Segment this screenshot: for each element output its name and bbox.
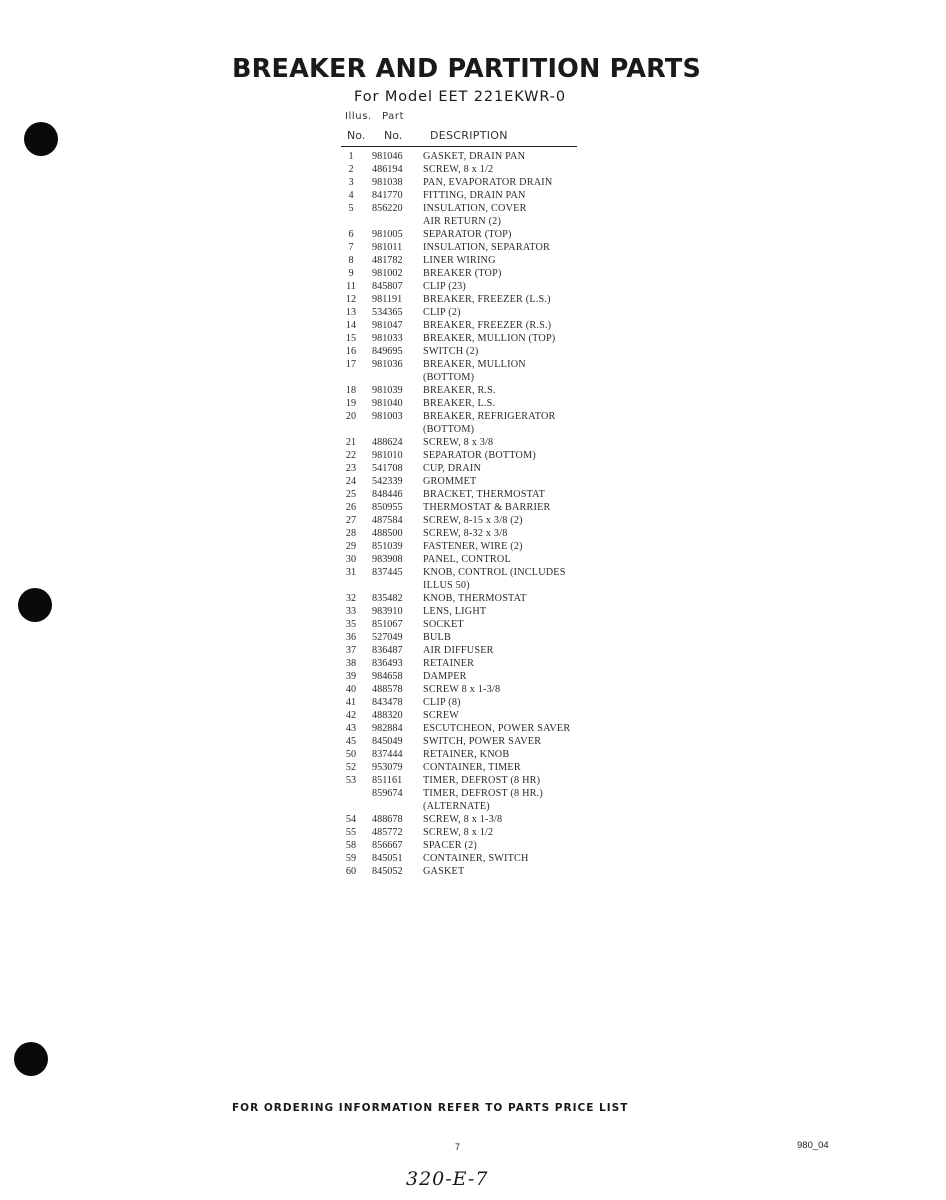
model-subtitle: For Model EET 221EKWR-0 bbox=[354, 89, 567, 105]
illus-number: 22 bbox=[345, 450, 357, 461]
table-row bbox=[341, 397, 641, 410]
header-illus-no: No. bbox=[347, 129, 366, 142]
binder-hole-bottom bbox=[14, 1042, 48, 1076]
part-number: 981002 bbox=[372, 268, 403, 279]
part-description: BREAKER, FREEZER (R.S.) bbox=[423, 320, 552, 331]
illus-number: 19 bbox=[345, 398, 357, 409]
table-row bbox=[341, 306, 641, 319]
table-row bbox=[341, 865, 641, 878]
illus-number: 31 bbox=[345, 567, 357, 578]
part-number: 851067 bbox=[372, 619, 403, 630]
part-number: 835482 bbox=[372, 593, 403, 604]
header-part: Part bbox=[382, 111, 405, 122]
table-row bbox=[341, 735, 641, 748]
part-description: BREAKER, FREEZER (L.S.) bbox=[423, 294, 551, 305]
table-row bbox=[341, 371, 641, 384]
header-illus: Illus. bbox=[345, 111, 372, 122]
part-description: SCREW bbox=[423, 710, 460, 721]
illus-number: 29 bbox=[345, 541, 357, 552]
illus-number: 50 bbox=[345, 749, 357, 760]
table-row bbox=[341, 839, 641, 852]
part-description: SWITCH (2) bbox=[423, 346, 479, 357]
part-number: 851039 bbox=[372, 541, 403, 552]
part-description: CONTAINER, SWITCH bbox=[423, 853, 529, 864]
part-description: AIR DIFFUSER bbox=[423, 645, 494, 656]
illus-number: 8 bbox=[348, 255, 354, 266]
part-number: 981191 bbox=[372, 294, 403, 305]
part-description: (ALTERNATE) bbox=[423, 801, 490, 812]
part-description: ILLUS 50) bbox=[423, 580, 470, 591]
illus-number: 25 bbox=[345, 489, 357, 500]
illus-number: 45 bbox=[345, 736, 357, 747]
part-description: CLIP (2) bbox=[423, 307, 461, 318]
table-row bbox=[341, 436, 641, 449]
illus-number: 21 bbox=[345, 437, 357, 448]
header-part-no: No. bbox=[384, 129, 403, 142]
part-description: SCREW, 8-32 x 3/8 bbox=[423, 528, 508, 539]
binder-hole-top bbox=[24, 122, 58, 156]
part-description: PANEL, CONTROL bbox=[423, 554, 511, 565]
part-description: LINER WIRING bbox=[423, 255, 496, 266]
part-description: BREAKER (TOP) bbox=[423, 268, 502, 279]
table-row bbox=[341, 553, 641, 566]
part-number: 836487 bbox=[372, 645, 403, 656]
part-number: 983908 bbox=[372, 554, 403, 565]
table-row bbox=[341, 579, 641, 592]
part-number: 843478 bbox=[372, 697, 403, 708]
table-row bbox=[341, 293, 641, 306]
part-description: SWITCH, POWER SAVER bbox=[423, 736, 542, 747]
table-row bbox=[341, 150, 641, 163]
table-row bbox=[341, 345, 641, 358]
table-row bbox=[341, 241, 641, 254]
illus-number: 16 bbox=[345, 346, 357, 357]
illus-number: 3 bbox=[348, 177, 354, 188]
illus-number: 58 bbox=[345, 840, 357, 851]
part-number: 845052 bbox=[372, 866, 403, 877]
table-row bbox=[341, 813, 641, 826]
part-number: 856220 bbox=[372, 203, 403, 214]
illus-number: 1 bbox=[348, 151, 354, 162]
table-row bbox=[341, 657, 641, 670]
part-number: 981039 bbox=[372, 385, 403, 396]
illus-number: 59 bbox=[345, 853, 357, 864]
part-description: PAN, EVAPORATOR DRAIN bbox=[423, 177, 553, 188]
table-row bbox=[341, 761, 641, 774]
table-row bbox=[341, 709, 641, 722]
part-number: 488578 bbox=[372, 684, 403, 695]
part-number: 849695 bbox=[372, 346, 403, 357]
table-row bbox=[341, 605, 641, 618]
table-row bbox=[341, 202, 641, 215]
part-number: 488624 bbox=[372, 437, 403, 448]
illus-number: 37 bbox=[345, 645, 357, 656]
illus-number: 35 bbox=[345, 619, 357, 630]
table-row bbox=[341, 163, 641, 176]
part-number: 542339 bbox=[372, 476, 403, 487]
page-title: BREAKER AND PARTITION PARTS bbox=[232, 54, 702, 84]
table-row bbox=[341, 787, 641, 800]
illus-number: 18 bbox=[345, 385, 357, 396]
table-row bbox=[341, 826, 641, 839]
table-row bbox=[341, 852, 641, 865]
illus-number: 13 bbox=[345, 307, 357, 318]
table-row bbox=[341, 683, 641, 696]
table-row bbox=[341, 423, 641, 436]
part-description: TIMER, DEFROST (8 HR) bbox=[423, 775, 541, 786]
table-row bbox=[341, 748, 641, 761]
part-description: SCREW, 8 x 1/2 bbox=[423, 164, 494, 175]
part-description: TIMER, DEFROST (8 HR.) bbox=[423, 788, 543, 799]
part-number: 837445 bbox=[372, 567, 403, 578]
binder-hole-middle bbox=[18, 588, 52, 622]
document-code: 980_04 bbox=[797, 1140, 829, 1151]
table-row bbox=[341, 618, 641, 631]
part-number: 488320 bbox=[372, 710, 403, 721]
table-row bbox=[341, 332, 641, 345]
part-description: THERMOSTAT & BARRIER bbox=[423, 502, 551, 513]
illus-number: 55 bbox=[345, 827, 357, 838]
part-description: ESCUTCHEON, POWER SAVER bbox=[423, 723, 571, 734]
part-number: 488500 bbox=[372, 528, 403, 539]
part-number: 981046 bbox=[372, 151, 403, 162]
part-description: BREAKER, L.S. bbox=[423, 398, 496, 409]
part-description: BREAKER, MULLION bbox=[423, 359, 526, 370]
part-number: 848446 bbox=[372, 489, 403, 500]
illus-number: 42 bbox=[345, 710, 357, 721]
table-row bbox=[341, 527, 641, 540]
part-number: 485772 bbox=[372, 827, 403, 838]
part-number: 981033 bbox=[372, 333, 403, 344]
part-number: 481782 bbox=[372, 255, 403, 266]
table-row bbox=[341, 592, 641, 605]
table-row bbox=[341, 644, 641, 657]
part-description: SPACER (2) bbox=[423, 840, 477, 851]
table-row bbox=[341, 189, 641, 202]
part-description: LENS, LIGHT bbox=[423, 606, 487, 617]
part-description: SCREW, 8 x 1-3/8 bbox=[423, 814, 503, 825]
illus-number: 32 bbox=[345, 593, 357, 604]
table-row bbox=[341, 384, 641, 397]
illus-number: 15 bbox=[345, 333, 357, 344]
illus-number: 26 bbox=[345, 502, 357, 513]
part-description: BREAKER, MULLION (TOP) bbox=[423, 333, 556, 344]
part-number: 850955 bbox=[372, 502, 403, 513]
illus-number: 7 bbox=[348, 242, 354, 253]
part-description: GASKET bbox=[423, 866, 465, 877]
illus-number: 11 bbox=[346, 281, 356, 292]
parts-table bbox=[341, 150, 641, 878]
part-number: 984658 bbox=[372, 671, 403, 682]
part-description: FASTENER, WIRE (2) bbox=[423, 541, 523, 552]
illus-number: 5 bbox=[348, 203, 354, 214]
part-description: INSULATION, COVER bbox=[423, 203, 527, 214]
table-row bbox=[341, 696, 641, 709]
table-row bbox=[341, 774, 641, 787]
part-description: BRACKET, THERMOSTAT bbox=[423, 489, 546, 500]
illus-number: 24 bbox=[345, 476, 357, 487]
illus-number: 28 bbox=[345, 528, 357, 539]
illus-number: 20 bbox=[345, 411, 357, 422]
table-row bbox=[341, 566, 641, 579]
illus-number: 14 bbox=[345, 320, 357, 331]
part-description: CONTAINER, TIMER bbox=[423, 762, 521, 773]
page-number: 7 bbox=[455, 1142, 461, 1152]
illus-number: 41 bbox=[345, 697, 357, 708]
illus-number: 36 bbox=[345, 632, 357, 643]
part-number: 953079 bbox=[372, 762, 403, 773]
illus-number: 38 bbox=[345, 658, 357, 669]
part-number: 845049 bbox=[372, 736, 403, 747]
ordering-note: FOR ORDERING INFORMATION REFER TO PARTS PRICE LIST bbox=[232, 1102, 629, 1114]
illus-number: 4 bbox=[348, 190, 354, 201]
header-description: DESCRIPTION bbox=[430, 129, 508, 142]
part-number: 856667 bbox=[372, 840, 403, 851]
part-number: 541708 bbox=[372, 463, 403, 474]
illus-number: 52 bbox=[345, 762, 357, 773]
part-description: INSULATION, SEPARATOR bbox=[423, 242, 551, 253]
table-row bbox=[341, 280, 641, 293]
part-number: 845807 bbox=[372, 281, 403, 292]
illus-number: 9 bbox=[348, 268, 354, 279]
table-row bbox=[341, 514, 641, 527]
part-number: 527049 bbox=[372, 632, 403, 643]
table-row bbox=[341, 488, 641, 501]
illus-number: 23 bbox=[345, 463, 357, 474]
part-description: RETAINER bbox=[423, 658, 475, 669]
part-number: 981005 bbox=[372, 229, 403, 240]
part-number: 981011 bbox=[372, 242, 403, 253]
part-description: DAMPER bbox=[423, 671, 467, 682]
part-number: 981038 bbox=[372, 177, 403, 188]
table-row bbox=[341, 631, 641, 644]
part-number: 487584 bbox=[372, 515, 403, 526]
part-description: (BOTTOM) bbox=[423, 372, 475, 383]
part-description: (BOTTOM) bbox=[423, 424, 475, 435]
part-description: SEPARATOR (TOP) bbox=[423, 229, 512, 240]
part-description: BULB bbox=[423, 632, 451, 643]
table-row bbox=[341, 475, 641, 488]
table-row bbox=[341, 358, 641, 371]
part-description: KNOB, CONTROL (INCLUDES bbox=[423, 567, 566, 578]
part-description: FITTING, DRAIN PAN bbox=[423, 190, 526, 201]
table-row bbox=[341, 254, 641, 267]
illus-number: 2 bbox=[348, 164, 354, 175]
table-row bbox=[341, 449, 641, 462]
part-description: SCREW 8 x 1-3/8 bbox=[423, 684, 501, 695]
table-row bbox=[341, 215, 641, 228]
part-number: 981003 bbox=[372, 411, 403, 422]
table-row bbox=[341, 267, 641, 280]
table-row bbox=[341, 410, 641, 423]
table-row bbox=[341, 228, 641, 241]
illus-number: 30 bbox=[345, 554, 357, 565]
table-row bbox=[341, 319, 641, 332]
part-description: SEPARATOR (BOTTOM) bbox=[423, 450, 536, 461]
part-description: SCREW, 8 x 3/8 bbox=[423, 437, 494, 448]
part-number: 859674 bbox=[372, 788, 403, 799]
illus-number: 43 bbox=[345, 723, 357, 734]
part-description: GROMMET bbox=[423, 476, 477, 487]
table-row bbox=[341, 540, 641, 553]
table-row bbox=[341, 176, 641, 189]
part-number: 983910 bbox=[372, 606, 403, 617]
part-description: BREAKER, REFRIGERATOR bbox=[423, 411, 556, 422]
part-number: 981040 bbox=[372, 398, 403, 409]
table-row bbox=[341, 670, 641, 683]
part-description: CLIP (8) bbox=[423, 697, 461, 708]
part-number: 837444 bbox=[372, 749, 403, 760]
part-description: GASKET, DRAIN PAN bbox=[423, 151, 526, 162]
part-number: 981010 bbox=[372, 450, 403, 461]
part-description: RETAINER, KNOB bbox=[423, 749, 510, 760]
part-number: 488678 bbox=[372, 814, 403, 825]
illus-number: 54 bbox=[345, 814, 357, 825]
part-number: 486194 bbox=[372, 164, 403, 175]
header-divider bbox=[341, 146, 577, 147]
illus-number: 53 bbox=[345, 775, 357, 786]
part-description: SOCKET bbox=[423, 619, 464, 630]
handwritten-note: 320-E-7 bbox=[406, 1168, 489, 1190]
part-number: 534365 bbox=[372, 307, 403, 318]
illus-number: 39 bbox=[345, 671, 357, 682]
part-number: 982884 bbox=[372, 723, 403, 734]
part-number: 981047 bbox=[372, 320, 403, 331]
illus-number: 27 bbox=[345, 515, 357, 526]
part-number: 841770 bbox=[372, 190, 403, 201]
illus-number: 17 bbox=[345, 359, 357, 370]
table-row bbox=[341, 722, 641, 735]
illus-number: 40 bbox=[345, 684, 357, 695]
illus-number: 60 bbox=[345, 866, 357, 877]
table-row bbox=[341, 501, 641, 514]
part-number: 836493 bbox=[372, 658, 403, 669]
part-description: SCREW, 8 x 1/2 bbox=[423, 827, 494, 838]
part-description: CUP, DRAIN bbox=[423, 463, 482, 474]
illus-number: 33 bbox=[345, 606, 357, 617]
part-description: AIR RETURN (2) bbox=[423, 216, 502, 227]
part-number: 845051 bbox=[372, 853, 403, 864]
part-description: KNOB, THERMOSTAT bbox=[423, 593, 527, 604]
part-number: 851161 bbox=[372, 775, 403, 786]
part-description: CLIP (23) bbox=[423, 281, 467, 292]
part-description: BREAKER, R.S. bbox=[423, 385, 496, 396]
illus-number: 12 bbox=[345, 294, 357, 305]
part-description: SCREW, 8-15 x 3/8 (2) bbox=[423, 515, 523, 526]
table-row bbox=[341, 800, 641, 813]
part-number: 981036 bbox=[372, 359, 403, 370]
illus-number: 6 bbox=[348, 229, 354, 240]
table-row bbox=[341, 462, 641, 475]
